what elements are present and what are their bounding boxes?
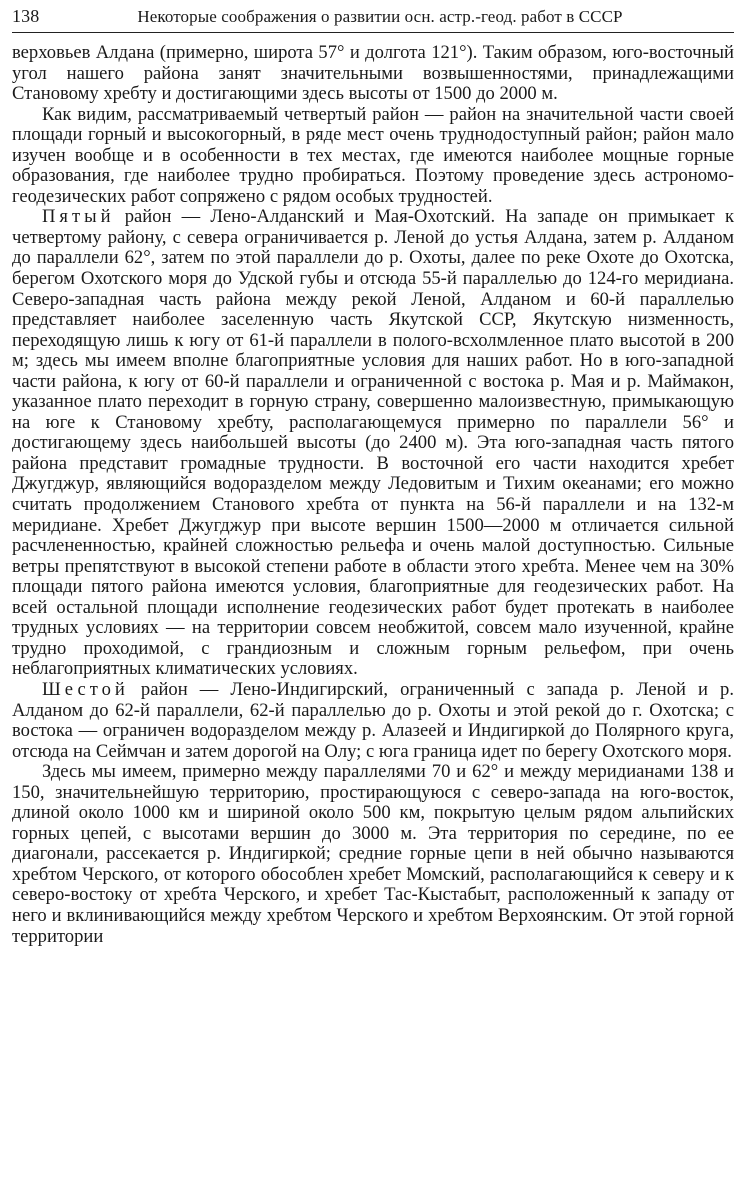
paragraph-fifth-region	[12, 207, 734, 680]
paragraph-text: верховьев Алдана (примерно, широта 57° и долгота 121°). Таким образом, юго-восточный угол нашего района занят значительными возвышенностями, принадлежащими Становому хребту и достигающими здесь высоты от 1500 до 2000 м.	[12, 42, 734, 105]
paragraph-continuation	[12, 43, 734, 105]
running-title: Некоторые соображения о развитии осн. астр.-геод. работ в СССР	[137, 7, 623, 26]
paragraph-sixth-region	[12, 680, 734, 762]
body-text	[12, 43, 734, 947]
region-lead-word: Пятый	[42, 206, 115, 228]
region-lead-word: Шестой	[42, 678, 129, 700]
paragraph-fourth-region-summary	[12, 105, 734, 208]
paragraph-text: Как видим, рассматриваемый четвертый район — район на значительной части своей площади горный и высокогорный, в ряде мест очень труднодоступный район; район мало изучен вообще и в особенности в тех местах, где имеются наиболее мощные горные образования, где наиболее трудно пробираться. Поэтому проведение здесь астрономо-геодезических работ сопряжено с рядом особых трудностей.	[12, 103, 734, 207]
paragraph-text: район — Лено-Индигирский, ограниченный с запада р. Леной и р. Алданом до 62-й параллели, 62-й параллелью до р. Охоты и этой рекой до г. Охотска; с востока — ограничен водоразделом между р. Алазеей и Индигиркой до Полярного круга, отсюда на Сеймчан и затем дорогой на Олу; с юга граница идет по берегу Охотского моря.	[12, 678, 734, 762]
paragraph-text: район — Лено-Алданский и Мая-Охотский. На западе он примыкает к четвертому району, с севера ограничивается р. Леной до устья Алдана, затем р. Алданом до параллели 62°, затем по этой параллели до р. Охоты, далее по реке Охоте до Охотска, берегом Охотского моря до Удской губы и отсюда 55-й параллелью до 124-го меридиана. Северо-западная часть района между рекой Леной, Алданом и 60-й параллелью представляет наиболее заселенную часть Якутской ССР, Якутскую низменность, переходящую лишь к югу от 61-й параллели в полого-всхолмленное плато высотой в 200 м; здесь мы имеем вполне благоприятные условия для наших работ. Но в юго-западной части района, к югу от 60-й параллели и ограниченной с востока р. Мая и р. Маймакон, указанное плато переходит в горную страну, совершенно малоизвестную, примыкающую на юге к Становому хребту, располагающемуся примерно по параллели 56° и достигающему здесь наибольшей высоты (до 2400 м). Эта юго-западная часть пятого района представит громадные трудности. В восточной его части находится хребет Джугджур, являющийся водоразделом между Ледовитым и Тихим океанами; его можно считать продолжением Станового хребта от пункта на 56-й параллели и на 132-м меридиане. Хребет Джугджур при высоте вершин 1500—2000 м отличается сильной расчлененностью, крайней сложностью рельефа и очень малой доступностью. Сильные ветры препятствуют в высокой степени работе в области этого хребта. Менее чем на 30% площади пятого района имеются условия, благоприятные для геодезических работ. На всей остальной площади исполнение геодезических работ будет протекать в наиболее трудных условиях — на территории совсем необжитой, совсем мало изученной, крайне трудно проходимой, с грандиозным и сложным горным рельефом, при очень неблагоприятных климатических условиях.	[12, 206, 734, 680]
paragraph-text: Здесь мы имеем, примерно между параллелями 70 и 62° и между меридианами 138 и 150, значительнейшую территорию, простирающуюся с северо-запада на юго-восток, длиной около 1000 км и шириной около 500 км, покрытую целым рядом альпийских горных цепей, с высотами вершин до 3000 м. Эта территория по середине, по ее диагонали, рассекается р. Индигиркой; средние горные цепи в ней обычно называются хребтом Черского, от которого обособлен хребет Момский, располагающийся к северу и к северо-востоку от хребта Черского, и хребет Тас-Кыстабыт, расположенный к западу от него и вклинивающийся между хребтом Черского и хребтом Верхоянским. От этой горной территории	[12, 761, 734, 947]
paragraph-sixth-region-description	[12, 762, 734, 947]
page-number: 138	[12, 6, 40, 26]
running-header	[12, 6, 734, 33]
